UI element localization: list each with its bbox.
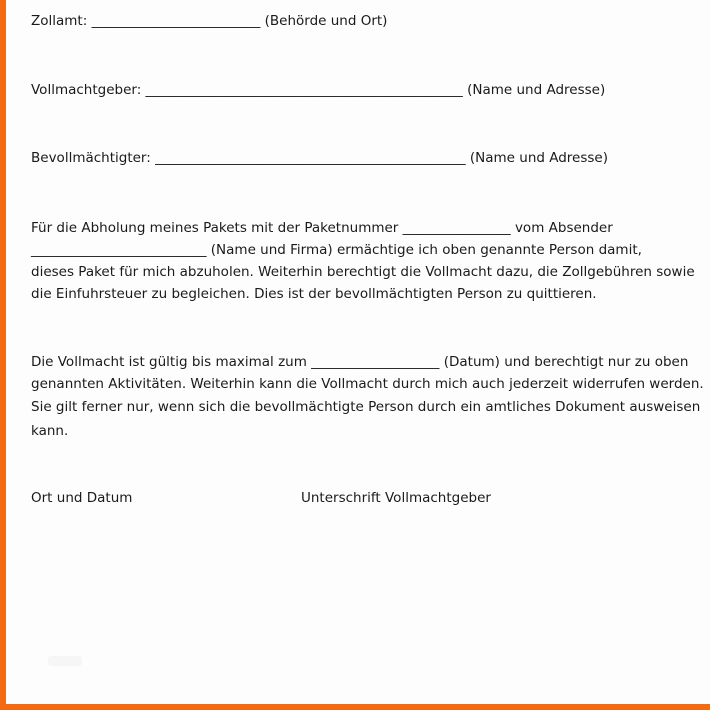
paragraph-line: Die Vollmacht ist gültig bis maximal zum ___________________ (Datum) und berechtigt nur zu oben xyxy=(31,354,689,370)
paragraph-line: dieses Paket für mich abzuholen. Weiterhin berechtigt die Vollmacht dazu, die Zollgebühren sowie xyxy=(31,264,695,280)
paragraph-line: Für die Abholung meines Pakets mit der Paketnummer ________________ vom Absender xyxy=(31,220,613,236)
bevollmaechtigter-field-line: Bevollmächtigter: ______________________________________________ (Name und Adresse) xyxy=(31,150,608,166)
vollmachtgeber-field-line: Vollmachtgeber: _______________________________________________ (Name und Adresse) xyxy=(31,82,606,98)
paragraph-line: genannten Aktivitäten. Weiterhin kann die Vollmacht durch mich auch jederzeit widerrufen werden. xyxy=(31,376,704,392)
signature-label: Unterschrift Vollmachtgeber xyxy=(301,490,491,506)
zollamt-field-line: Zollamt: _________________________ (Behörde und Ort) xyxy=(31,13,388,29)
place-date-label: Ort und Datum xyxy=(31,490,133,506)
paragraph-line: Sie gilt ferner nur, wenn sich die bevollmächtigte Person durch ein amtliches Dokument ausweisen xyxy=(31,399,701,415)
document-page xyxy=(6,0,710,704)
paragraph-line: __________________________ (Name und Firma) ermächtige ich oben genannte Person damit, xyxy=(31,242,642,258)
paragraph-line: kann. xyxy=(31,423,69,439)
faint-watermark xyxy=(48,656,82,666)
paragraph-line: die Einfuhrsteuer zu begleichen. Dies ist der bevollmächtigten Person zu quittieren. xyxy=(31,286,597,302)
